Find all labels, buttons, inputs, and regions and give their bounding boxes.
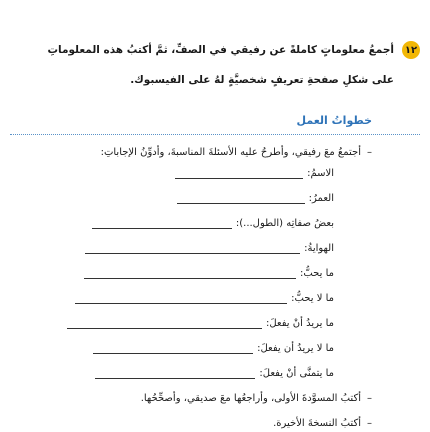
answer-line[interactable] — [92, 228, 232, 229]
field-label: بعضُ صفاتِه (الطول...): — [235, 218, 334, 229]
step-dash: – — [367, 147, 372, 158]
question-text-line-2: على شكلِ صفحةِ تعريفٍ شخصيَّةٍ لهُ على الفيسبوك. — [130, 74, 394, 86]
step-item-1 — [12, 145, 372, 161]
field-row-dislikes — [75, 291, 334, 307]
field-label: ما لا يحبُّ: — [291, 293, 334, 304]
step-text: أكتبُ المسوَّدةَ الأولى، وأراجعُها معَ صديقي، وأصحِّحُها. — [140, 393, 361, 404]
field-row-wants-to-do — [67, 316, 334, 332]
field-label: الهوايةُ: — [304, 243, 334, 254]
step-text: أجتمعُ معَ رفيقي، وأطرحُ عليه الأسئلةَ المناسبةَ، وأدوِّنُ الإجاباتِ: — [100, 147, 361, 158]
step-item-2 — [12, 391, 372, 407]
field-label: ما يحبُّ: — [299, 268, 334, 279]
answer-line[interactable] — [75, 303, 287, 304]
step-dash: – — [367, 418, 372, 429]
field-label: الاسمُ: — [307, 168, 334, 179]
field-row-not-wants-to-do — [93, 341, 334, 357]
field-label: ما لا يريدُ أن يفعلَ: — [257, 343, 334, 354]
field-row-likes — [84, 266, 334, 282]
answer-line[interactable] — [67, 328, 262, 329]
answer-line[interactable] — [175, 178, 303, 179]
field-row-hobby — [85, 241, 334, 257]
field-row-age — [177, 191, 334, 207]
answer-line[interactable] — [84, 278, 296, 279]
field-row-traits — [92, 216, 334, 232]
step-text: أكتبُ النسخةَ الأخيرة. — [273, 418, 361, 429]
question-text-line-1: أجمعُ معلوماتٍ كاملةً عن رفيقي في الصفِّ، ثمَّ أكتبُ هذه المعلوماتِ — [47, 44, 394, 56]
section-title: خطواتُ العمل — [296, 114, 372, 127]
step-dash: – — [367, 393, 372, 404]
answer-line[interactable] — [85, 253, 300, 254]
field-row-name — [175, 166, 334, 182]
question-number-badge: ١٢ — [402, 41, 420, 59]
field-label: ما يريدُ أنْ يفعلَ: — [265, 318, 334, 329]
answer-line[interactable] — [177, 203, 305, 204]
field-label: العمرُ: — [308, 193, 334, 204]
field-label: ما يتمنَّى أنْ يفعلَ: — [259, 368, 334, 379]
field-row-wishes-to-do — [95, 366, 334, 382]
answer-line[interactable] — [95, 378, 255, 379]
section-divider — [10, 134, 420, 135]
answer-line[interactable] — [93, 353, 253, 354]
